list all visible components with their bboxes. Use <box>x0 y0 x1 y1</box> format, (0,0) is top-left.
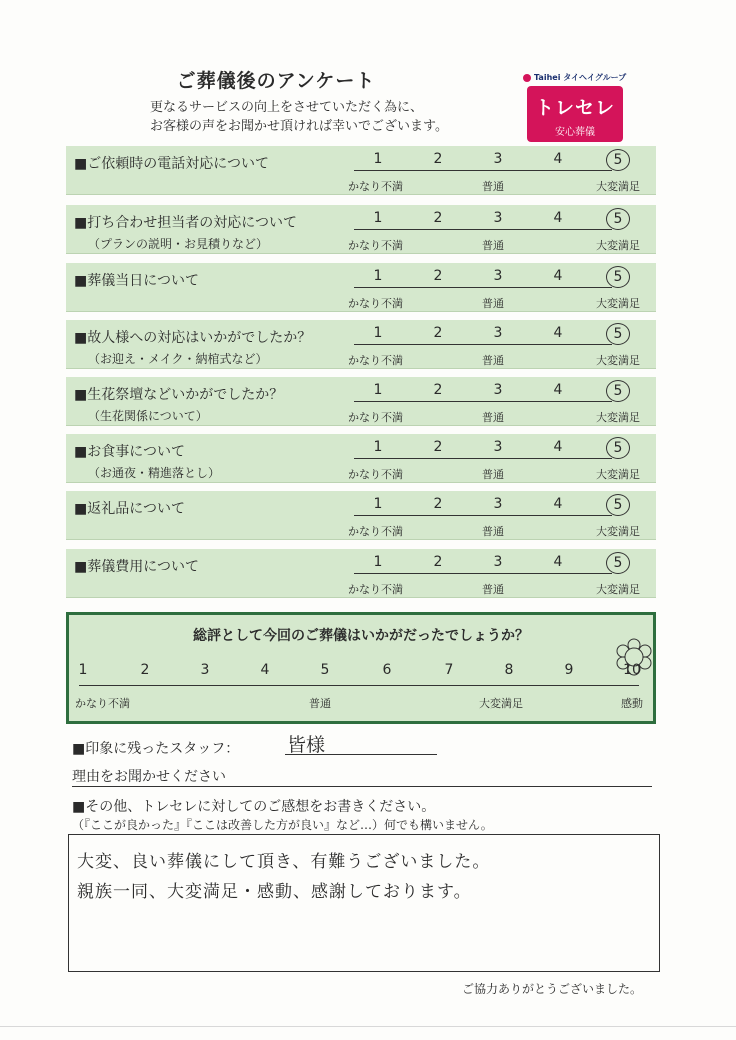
rating-option-3[interactable]: 3 <box>493 268 503 284</box>
scale-low-label: かなり不満 <box>348 583 403 596</box>
scale-mid-label: 普通 <box>482 297 504 310</box>
overall-option-2[interactable]: 2 <box>140 662 150 678</box>
scale-mid-label: 普通 <box>482 239 504 252</box>
scale-mid-label: 普通 <box>482 180 504 193</box>
rating-option-4[interactable]: 4 <box>553 439 563 455</box>
rating-option-2[interactable]: 2 <box>433 382 443 398</box>
question-row <box>66 146 656 195</box>
rating-option-4[interactable]: 4 <box>553 268 563 284</box>
comment-line-1: 大変、良い葬儀にして頂き、有難うございました。 <box>77 852 491 872</box>
overall-label-moved: 感動 <box>621 697 643 710</box>
overall-scale-line <box>79 685 639 686</box>
rating-option-4[interactable]: 4 <box>553 151 563 167</box>
rating-option-1[interactable]: 1 <box>373 439 383 455</box>
logo-badge <box>527 86 623 142</box>
scale-line <box>354 344 612 345</box>
rating-option-4[interactable]: 4 <box>553 554 563 570</box>
thanks-text: ご協力ありがとうございました。 <box>462 982 643 996</box>
rating-option-5-selected[interactable]: 5 <box>606 323 630 345</box>
rating-option-1[interactable]: 1 <box>373 496 383 512</box>
scale-line <box>354 401 612 402</box>
question-sub: （生花関係について） <box>88 409 208 423</box>
scale-mid-label: 普通 <box>482 583 504 596</box>
group-logo <box>523 72 631 83</box>
question-label: ■お食事について <box>74 444 185 460</box>
question-label: ■葬儀当日について <box>74 273 199 289</box>
scale-high-label: 大変満足 <box>596 180 640 193</box>
rating-option-5-selected[interactable]: 5 <box>606 552 630 574</box>
overall-title: 総評として今回のご葬儀はいかがだったでしょうか？ <box>193 628 529 644</box>
rating-option-4[interactable]: 4 <box>553 496 563 512</box>
rating-option-3[interactable]: 3 <box>493 554 503 570</box>
rating-option-3[interactable]: 3 <box>493 210 503 226</box>
rating-option-3[interactable]: 3 <box>493 325 503 341</box>
brand-subtitle: 安心葬儀 <box>555 127 595 138</box>
rating-option-5-selected[interactable]: 5 <box>606 266 630 288</box>
rating-option-1[interactable]: 1 <box>373 268 383 284</box>
scale-low-label: かなり不満 <box>348 297 403 310</box>
scale-low-label: かなり不満 <box>348 354 403 367</box>
rating-option-1[interactable]: 1 <box>373 151 383 167</box>
scale-line <box>354 170 612 171</box>
question-label: ■返礼品について <box>74 501 185 517</box>
scale-high-label: 大変満足 <box>596 468 640 481</box>
scale-low-label: かなり不満 <box>348 411 403 424</box>
scale-high-label: 大変満足 <box>596 297 640 310</box>
overall-option-9[interactable]: 9 <box>564 662 574 678</box>
scale-mid-label: 普通 <box>482 468 504 481</box>
question-label: ■故人様への対応はいかがでしたか？ <box>74 330 312 346</box>
scale-high-label: 大変満足 <box>596 239 640 252</box>
scale-mid-label: 普通 <box>482 354 504 367</box>
scale-low-label: かなり不満 <box>348 468 403 481</box>
overall-option-8[interactable]: 8 <box>504 662 514 678</box>
rating-option-5-selected[interactable]: 5 <box>606 208 630 230</box>
question-label: ■生花祭壇などいかがでしたか？ <box>74 387 284 403</box>
staff-label: ■印象に残ったスタッフ： <box>72 741 240 757</box>
scale-line <box>354 458 612 459</box>
comment-line-2: 親族一同、大変満足・感動、感謝しております。 <box>77 882 472 902</box>
rating-option-2[interactable]: 2 <box>433 151 443 167</box>
overall-option-6[interactable]: 6 <box>382 662 392 678</box>
scale-line <box>354 229 612 230</box>
rating-option-5-selected[interactable]: 5 <box>606 494 630 516</box>
question-label: ■葬儀費用について <box>74 559 199 575</box>
overall-option-10[interactable]: 10 <box>623 662 641 678</box>
overall-option-3[interactable]: 3 <box>200 662 210 678</box>
question-label: ■打ち合わせ担当者の対応について <box>74 215 297 231</box>
scale-low-label: かなり不満 <box>348 180 403 193</box>
rating-option-3[interactable]: 3 <box>493 151 503 167</box>
overall-label-high: 大変満足 <box>479 697 523 710</box>
rating-option-2[interactable]: 2 <box>433 554 443 570</box>
comments-box[interactable] <box>68 834 660 972</box>
intro-line-2: お客様の声をお聞かせ頂ければ幸いでございます。 <box>150 119 448 134</box>
comments-hint: （『ここが良かった』『ここは改善した方が良い』など…）何でも構いません。 <box>72 818 493 832</box>
question-row <box>66 377 656 426</box>
scale-mid-label: 普通 <box>482 525 504 538</box>
intro-text <box>150 98 448 136</box>
rating-option-3[interactable]: 3 <box>493 496 503 512</box>
comments-label: ■その他、トレセレに対してのご感想をお書きください。 <box>72 799 436 815</box>
scale-line <box>354 573 612 574</box>
rating-option-2[interactable]: 2 <box>433 496 443 512</box>
rating-option-1[interactable]: 1 <box>373 382 383 398</box>
scale-mid-label: 普通 <box>482 411 504 424</box>
overall-option-5[interactable]: 5 <box>320 662 330 678</box>
overall-option-4[interactable]: 4 <box>260 662 270 678</box>
rating-option-3[interactable]: 3 <box>493 439 503 455</box>
group-name: Taihei タイヘイグループ <box>534 73 627 82</box>
question-sub: （お通夜・精進落とし） <box>88 466 221 480</box>
question-label: ■ご依頼時の電話対応について <box>74 156 269 172</box>
scale-low-label: かなり不満 <box>348 239 403 252</box>
overall-option-7[interactable]: 7 <box>444 662 454 678</box>
rating-option-3[interactable]: 3 <box>493 382 503 398</box>
scale-low-label: かなり不満 <box>348 525 403 538</box>
rating-option-1[interactable]: 1 <box>373 210 383 226</box>
scale-high-label: 大変満足 <box>596 583 640 596</box>
rating-option-4[interactable]: 4 <box>553 325 563 341</box>
rating-option-4[interactable]: 4 <box>553 210 563 226</box>
intro-line-1: 更なるサービスの向上をさせていただく為に、 <box>150 100 424 115</box>
scale-line <box>354 287 612 288</box>
tresere-logo <box>523 72 631 144</box>
scale-high-label: 大変満足 <box>596 354 640 367</box>
question-row <box>66 434 656 483</box>
rating-option-1[interactable]: 1 <box>373 325 383 341</box>
reason-field[interactable]: 理由をお聞かせください <box>72 766 652 787</box>
question-sub: （プランの説明・お見積りなど） <box>88 237 269 251</box>
rating-option-5-selected[interactable]: 5 <box>606 380 630 402</box>
overall-option-1[interactable]: 1 <box>78 662 88 678</box>
question-row <box>66 205 656 254</box>
bottom-divider <box>0 1026 736 1027</box>
overall-label-mid: 普通 <box>309 697 331 710</box>
scale-high-label: 大変満足 <box>596 525 640 538</box>
rating-option-2[interactable]: 2 <box>433 268 443 284</box>
question-row <box>66 491 656 540</box>
rating-option-2[interactable]: 2 <box>433 210 443 226</box>
rating-option-1[interactable]: 1 <box>373 554 383 570</box>
overall-label-low: かなり不満 <box>75 697 130 710</box>
scale-line <box>354 515 612 516</box>
brand-name: トレセレ <box>534 97 615 119</box>
taihei-mark-icon <box>523 74 531 82</box>
rating-option-5-selected[interactable]: 5 <box>606 437 630 459</box>
rating-option-2[interactable]: 2 <box>433 439 443 455</box>
scale-high-label: 大変満足 <box>596 411 640 424</box>
overall-rating <box>66 612 656 724</box>
question-sub: （お迎え・メイク・納棺式など） <box>88 352 268 366</box>
rating-option-4[interactable]: 4 <box>553 382 563 398</box>
question-row <box>66 320 656 369</box>
question-row <box>66 263 656 312</box>
rating-option-2[interactable]: 2 <box>433 325 443 341</box>
staff-field[interactable]: 皆様 <box>285 730 437 755</box>
rating-option-5-selected[interactable]: 5 <box>606 149 630 171</box>
page-title: ご葬儀後のアンケート <box>176 70 376 92</box>
question-row <box>66 549 656 598</box>
